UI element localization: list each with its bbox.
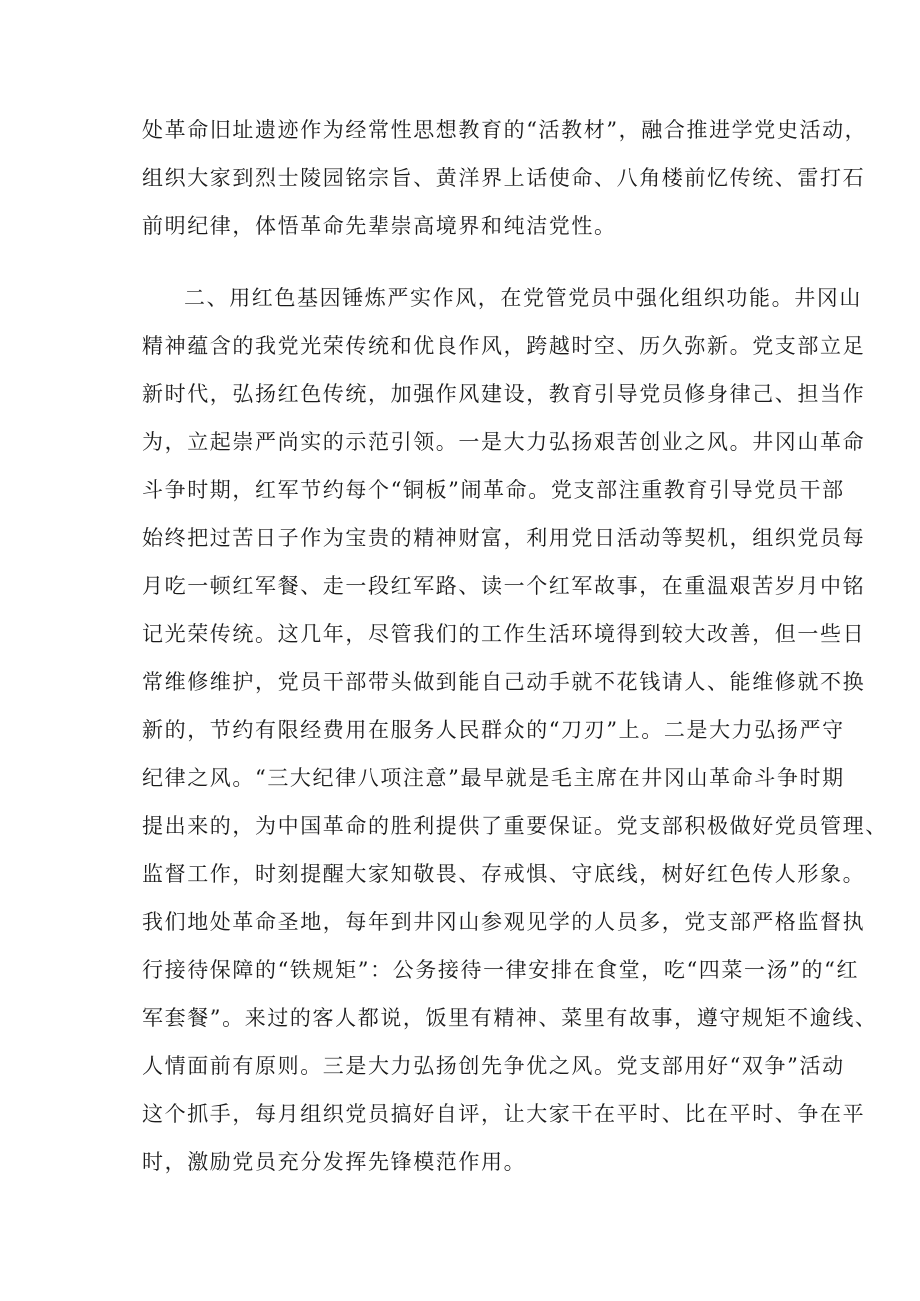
- text-line: 月吃一顿红军餐、走一段红军路、读一个红军故事，在重温艰苦岁月中铭: [142, 574, 866, 598]
- text-line: 监督工作，时刻提醒大家知敬畏、存戒惧、守底线，树好红色传人形象。: [142, 862, 866, 886]
- text-line: 人情面前有原则。三是大力弘扬创先争优之风。党支部用好“双争”活动: [142, 1054, 845, 1078]
- text-line: 前明纪律，体悟革命先辈崇高境界和纯洁党性。: [142, 214, 617, 238]
- text-line: 始终把过苦日子作为宝贵的精神财富，利用党日活动等契机，组织党员每: [142, 526, 866, 550]
- text-line: 时，激励党员充分发挥先锋模范作用。: [142, 1150, 527, 1174]
- text-line: 为，立起崇严尚实的示范引领。一是大力弘扬艰苦创业之风。井冈山革命: [142, 430, 866, 454]
- text-line: 军套餐”。来过的客人都说，饭里有精神、菜里有故事，遵守规矩不逾线、: [142, 1006, 878, 1030]
- text-line: 提出来的，为中国革命的胜利提供了重要保证。党支部积极做好党员管理、: [142, 814, 888, 838]
- text-line: 记光荣传统。这几年，尽管我们的工作生活环境得到较大改善，但一些日: [142, 622, 866, 646]
- text-line: 斗争时期，红军节约每个“铜板”闹革命。党支部注重教育引导党员干部: [142, 478, 845, 502]
- text-line: 处革命旧址遗迹作为经常性思想教育的“活教材”，融合推进学党史活动，: [142, 118, 868, 142]
- text-line: 常维修维护，党员干部带头做到能自己动手就不花钱请人、能维修就不换: [142, 670, 866, 694]
- text-line: 新时代，弘扬红色传统，加强作风建设，教育引导党员修身律己、担当作: [142, 382, 866, 406]
- text-line: 组织大家到烈士陵园铭宗旨、黄洋界上话使命、八角楼前忆传统、雷打石: [142, 166, 866, 190]
- text-line: 精神蕴含的我党光荣传统和优良作风，跨越时空、历久弥新。党支部立足: [142, 334, 866, 358]
- text-line: 纪律之风。“三大纪律八项注意”最早就是毛主席在井冈山革命斗争时期: [142, 766, 845, 790]
- text-line: 二、用红色基因锤炼严实作风，在党管党员中强化组织功能。井冈山: [184, 286, 862, 310]
- text-line: 这个抓手，每月组织党员搞好自评，让大家干在平时、比在平时、争在平: [142, 1102, 866, 1126]
- text-line: 我们地处革命圣地，每年到井冈山参观见学的人员多，党支部严格监督执: [142, 910, 866, 934]
- text-line: 新的，节约有限经费用在服务人民群众的“刀刃”上。二是大力弘扬严守: [142, 718, 845, 742]
- text-line: 行接待保障的“铁规矩”：公务接待一律安排在食堂，吃“四菜一汤”的“红: [142, 958, 860, 982]
